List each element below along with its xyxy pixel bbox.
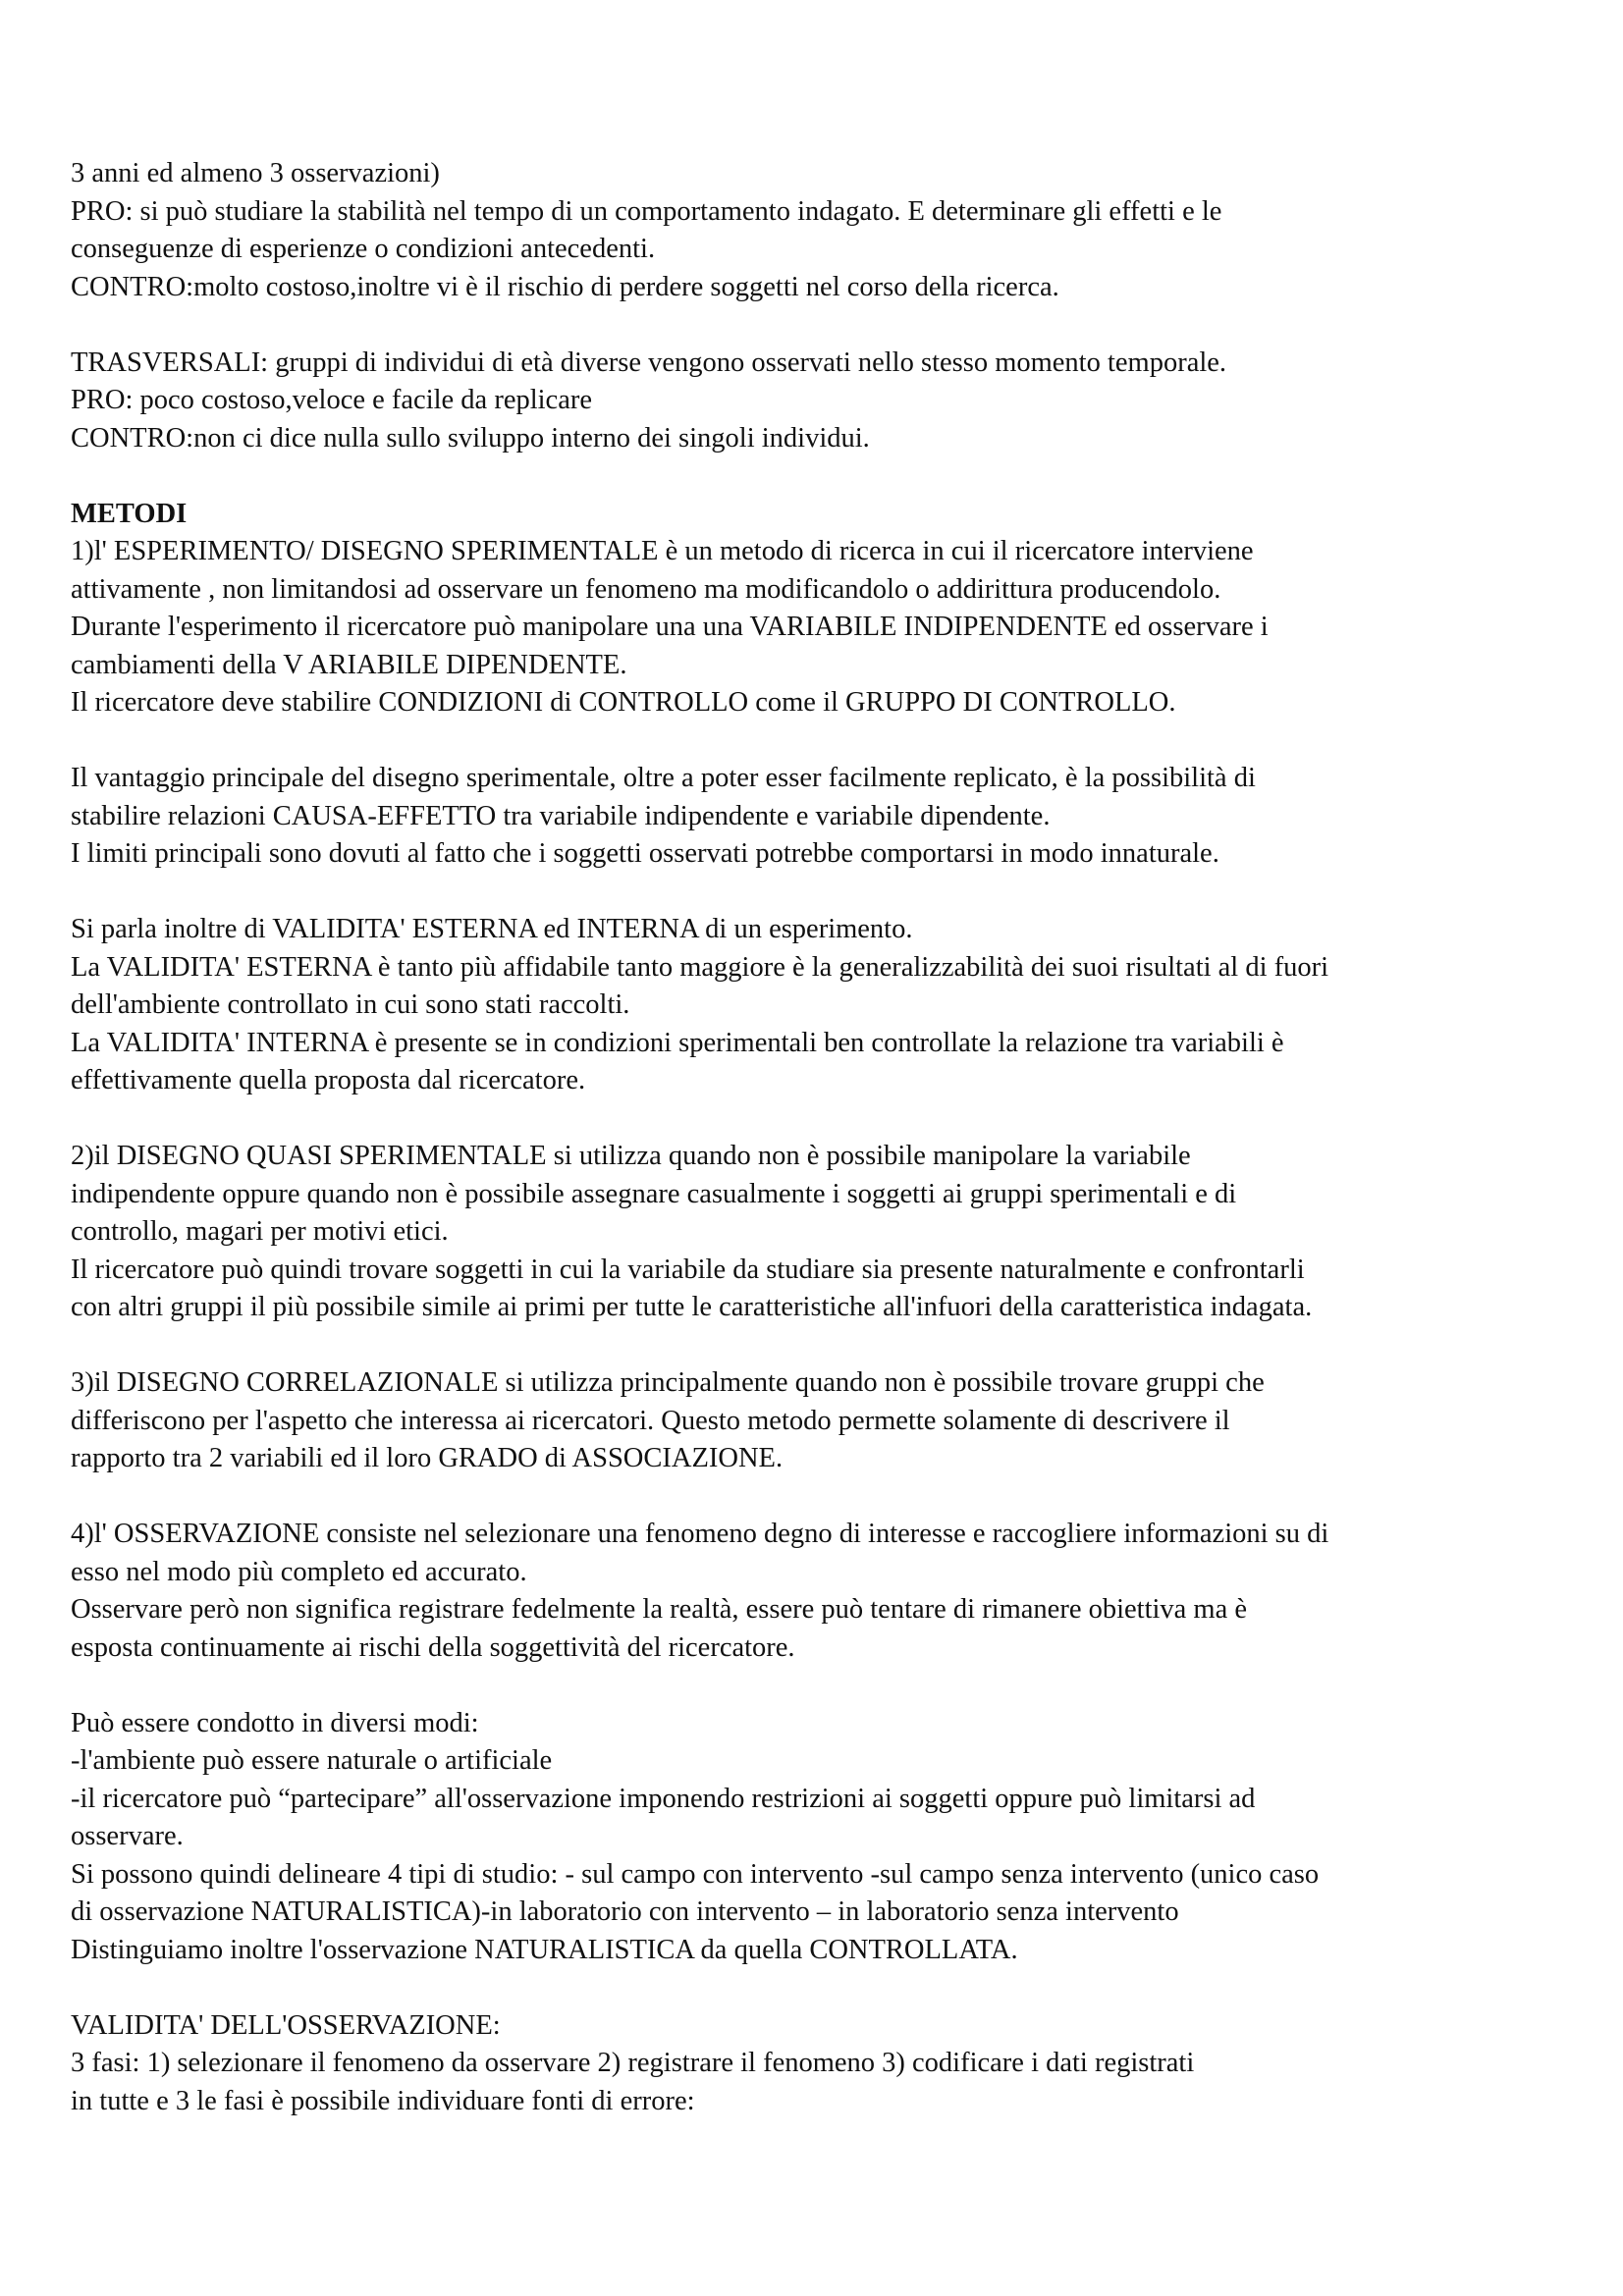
paragraph-gap — [71, 1100, 1544, 1139]
text-line: effettivamente quella proposta dal ricercatore. — [71, 1065, 586, 1095]
text-line: 2)il DISEGNO QUASI SPERIMENTALE si utilizza quando non è possibile manipolare la variabile — [71, 1141, 1191, 1171]
text-line: 4)l' OSSERVAZIONE consiste nel selezionare una fenomeno degno di interesse e raccogliere informazioni su di — [71, 1519, 1329, 1549]
paragraph-gap — [71, 1969, 1544, 2007]
text-line: 1)l' ESPERIMENTO/ DISEGNO SPERIMENTALE è un metodo di ricerca in cui il ricercatore interviene — [71, 536, 1254, 566]
text-line: TRASVERSALI: gruppi di individui di età diverse vengono osservati nello stesso momento temporale. — [71, 347, 1227, 378]
paragraph-gap — [71, 874, 1544, 912]
text-line: Il ricercatore può quindi trovare soggetti in cui la variabile da studiare sia presente naturalmente e confrontarli — [71, 1254, 1305, 1285]
text-line: cambiamenti della V ARIABILE DIPENDENTE. — [71, 649, 627, 680]
text-line: La VALIDITA' INTERNA è presente se in condizioni sperimentali ben controllate la relazione tra variabili è — [71, 1027, 1284, 1058]
text-line: Può essere condotto in diversi modi: — [71, 1707, 479, 1738]
text-line: 3)il DISEGNO CORRELAZIONALE si utilizza principalmente quando non è possibile trovare gruppi che — [71, 1367, 1265, 1398]
paragraph-validita-osservazione — [71, 2007, 1544, 2121]
text-line: Distinguiamo inoltre l'osservazione NATURALISTICA da quella CONTROLLATA. — [71, 1934, 1018, 1965]
text-line: Il vantaggio principale del disegno sperimentale, oltre a poter esser facilmente replicato, è la possibilità di — [71, 763, 1256, 793]
section-heading-metodi: METODI — [71, 498, 188, 529]
paragraph-quasi-sperimentale — [71, 1138, 1544, 1327]
paragraph-gap — [71, 1327, 1544, 1365]
text-line: stabilire relazioni CAUSA-EFFETTO tra variabile indipendente e variabile dipendente. — [71, 800, 1051, 831]
text-line: conseguenze di esperienze o condizioni antecedenti. — [71, 234, 656, 264]
paragraph-longitudinal — [71, 155, 1544, 306]
text-line: Osservare però non significa registrare fedelmente la realtà, essere può tentare di rimanere obiettiva ma è — [71, 1594, 1248, 1625]
paragraph-modi — [71, 1705, 1544, 1970]
paragraph-gap — [71, 722, 1544, 761]
text-line: osservare. — [71, 1821, 184, 1851]
text-line: -l'ambiente può essere naturale o artificiale — [71, 1745, 553, 1776]
paragraph-osservazione — [71, 1516, 1544, 1667]
text-line: VALIDITA' DELL'OSSERVAZIONE: — [71, 2009, 501, 2041]
paragraph-gap — [71, 457, 1544, 496]
text-line: Si parla inoltre di VALIDITA' ESTERNA ed INTERNA di un esperimento. — [71, 914, 913, 944]
text-line: controllo, magari per motivi etici. — [71, 1216, 449, 1247]
text-line: La VALIDITA' ESTERNA è tanto più affidabile tanto maggiore è la generalizzabilità dei suoi risultati al di fuori — [71, 951, 1329, 983]
paragraph-gap — [71, 1478, 1544, 1517]
paragraph-gap — [71, 306, 1544, 345]
text-line: Si possono quindi delineare 4 tipi di studio: - sul campo con intervento -sul campo senza intervento (unico caso — [71, 1858, 1320, 1890]
paragraph-trasversali — [71, 345, 1544, 458]
text-line: PRO: poco costoso,veloce e facile da replicare — [71, 385, 592, 415]
text-line: attivamente , non limitandosi ad osservare un fenomeno ma modificandolo o addirittura producendolo. — [71, 573, 1221, 605]
text-line: differiscono per l'aspetto che interessa ai ricercatori. Questo metodo permette solamente di descrivere il — [71, 1405, 1230, 1436]
text-line: rapporto tra 2 variabili ed il loro GRADO di ASSOCIAZIONE. — [71, 1443, 784, 1473]
text-line: esso nel modo più completo ed accurato. — [71, 1556, 527, 1587]
paragraph-validita — [71, 911, 1544, 1100]
paragraph-gap — [71, 1667, 1544, 1705]
text-line: indipendente oppure quando non è possibile assegnare casualmente i soggetti ai gruppi sperimentali e di — [71, 1178, 1237, 1209]
paragraph-esperimento — [71, 533, 1544, 722]
text-line: 3 anni ed almeno 3 osservazioni) — [71, 158, 440, 188]
text-line: Durante l'esperimento il ricercatore può manipolare una una VARIABILE INDIPENDENTE ed osservare i — [71, 612, 1269, 642]
text-line: di osservazione NATURALISTICA)-in laboratorio con intervento – in laboratorio senza intervento — [71, 1896, 1179, 1927]
text-line: Il ricercatore deve stabilire CONDIZIONI di CONTROLLO come il GRUPPO DI CONTROLLO. — [71, 687, 1176, 718]
text-line: 3 fasi: 1) selezionare il fenomeno da osservare 2) registrare il fenomeno 3) codificare i dati registrati — [71, 2048, 1195, 2078]
paragraph-correlazionale — [71, 1364, 1544, 1478]
text-line: con altri gruppi il più possibile simile ai primi per tutte le caratteristiche all'infuori della caratteristica indagata. — [71, 1292, 1313, 1322]
text-line: dell'ambiente controllato in cui sono stati raccolti. — [71, 989, 630, 1020]
text-line: I limiti principali sono dovuti al fatto che i soggetti osservati potrebbe comportarsi in modo innaturale. — [71, 838, 1219, 869]
text-line: -il ricercatore può “partecipare” all'osservazione imponendo restrizioni ai soggetti oppure può limitarsi ad — [71, 1783, 1256, 1814]
text-line: PRO: si può studiare la stabilità nel tempo di un comportamento indagato. E determinare gli effetti e le — [71, 195, 1222, 227]
paragraph-vantaggio — [71, 760, 1544, 874]
text-line: CONTRO:non ci dice nulla sullo sviluppo interno dei singoli individui. — [71, 422, 870, 454]
text-line: in tutte e 3 le fasi è possibile individuare fonti di errore: — [71, 2085, 695, 2116]
text-line: CONTRO:molto costoso,inoltre vi è il rischio di perdere soggetti nel corso della ricerca. — [71, 271, 1059, 302]
text-line: esposta continuamente ai rischi della soggettività del ricercatore. — [71, 1631, 795, 1663]
